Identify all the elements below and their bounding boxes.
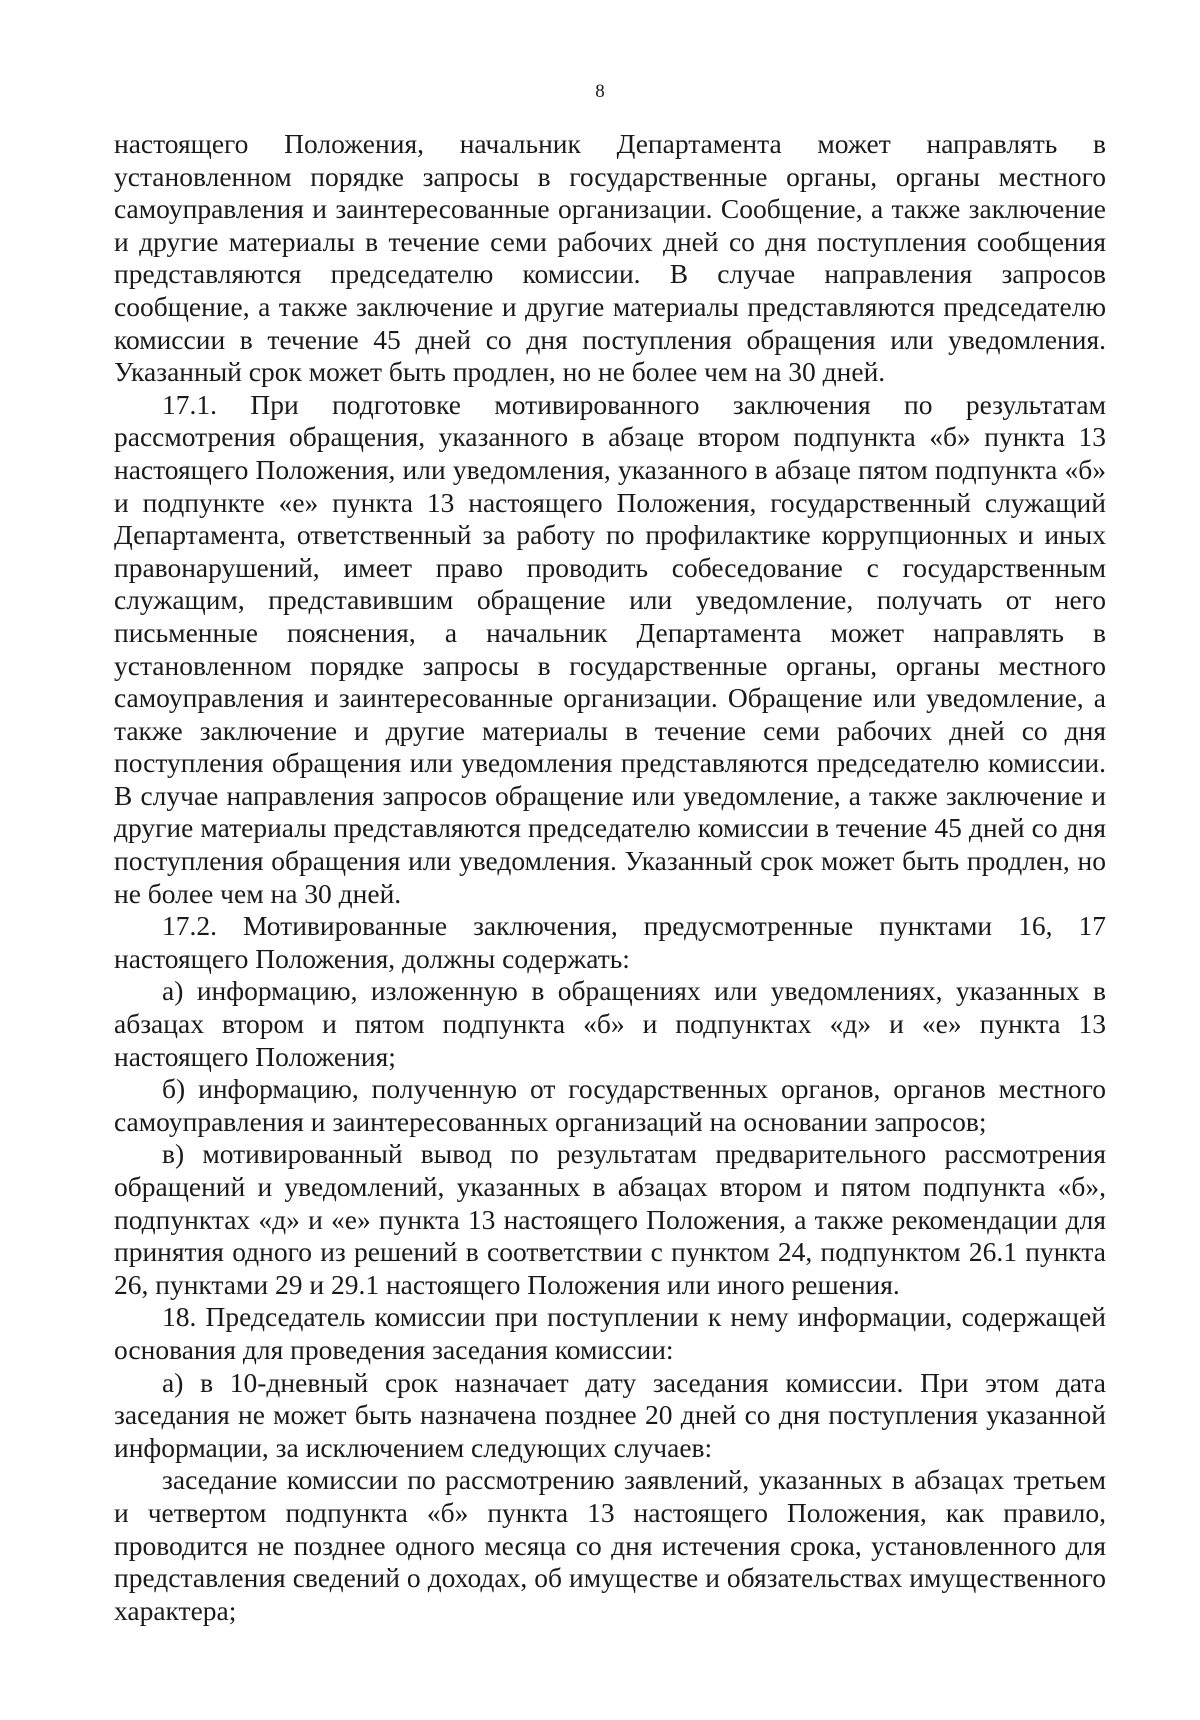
paragraph-continuation: настоящего Положения, начальник Департамента может направлять в установленном порядке запросы в государственные органы, органы местного самоуправления и заинтересованные организации. Сообщение, а также заключение и другие материалы в течение семи рабочих дней со дня поступления сообщения представляются председателю комиссии. В случае направления запросов сообщение, а также заключение и другие материалы представляются председателю комиссии в течение 45 дней со дня поступления обращения или уведомления. Указанный срок может быть продлен, но не более чем на 30 дней.: [114, 128, 1106, 388]
list-item-b: б) информацию, полученную от государственных органов, органов местного самоуправления и заинтересованных организаций на основании запросов;: [114, 1073, 1106, 1137]
document-body: [114, 128, 1106, 1627]
paragraph-17-1: 17.1. При подготовке мотивированного заключения по результатам рассмотрения обращения, указанного в абзаце втором подпункта «б» пункта 13 настоящего Положения, или уведомления, указанного в абзаце пятом подпункта «б» и подпункте «е» пункта 13 настоящего Положения, государственный служащий Департамента, ответственный за работу по профилактике коррупционных и иных правонарушений, имеет право проводить собеседование с государственным служащим, представившим обращение или уведомление, получать от него письменные пояснения, а начальник Департамента может направлять в установленном порядке запросы в государственные органы, органы местного самоуправления и заинтересованные организации. Обращение или уведомление, а также заключение и другие материалы в течение семи рабочих дней со дня поступления обращения или уведомления представляются председателю комиссии. В случае направления запросов обращение или уведомление, а также заключение и другие материалы представляются председателю комиссии в течение 45 дней со дня поступления обращения или уведомления. Указанный срок может быть продлен, но не более чем на 30 дней.: [114, 388, 1106, 909]
paragraph-exception: заседание комиссии по рассмотрению заявлений, указанных в абзацах третьем и четвертом подпункта «б» пункта 13 настоящего Положения, как правило, проводится не позднее одного месяца со дня истечения срока, установленного для представления сведений о доходах, об имуществе и обязательствах имущественного характера;: [114, 1464, 1106, 1626]
list-item-18-a: а) в 10-дневный срок назначает дату заседания комиссии. При этом дата заседания не может быть назначена позднее 20 дней со дня поступления указанной информации, за исключением следующих случаев:: [114, 1366, 1106, 1463]
list-item-a: а) информацию, изложенную в обращениях или уведомлениях, указанных в абзацах втором и пятом подпункта «б» и подпунктах «д» и «е» пункта 13 настоящего Положения;: [114, 975, 1106, 1072]
page-number: 8: [595, 81, 605, 102]
list-item-v: в) мотивированный вывод по результатам предварительного рассмотрения обращений и уведомлений, указанных в абзацах втором и пятом подпункта «б», подпунктах «д» и «е» пункта 13 настоящего Положения, а также рекомендации для принятия одного из решений в соответствии с пунктом 24, подпунктом 26.1 пункта 26, пунктами 29 и 29.1 настоящего Положения или иного решения.: [114, 1138, 1106, 1300]
paragraph-17-2: 17.2. Мотивированные заключения, предусмотренные пунктами 16, 17 настоящего Положения, должны содержать:: [114, 910, 1106, 974]
paragraph-18: 18. Председатель комиссии при поступлении к нему информации, содержащей основания для проведения заседания комиссии:: [114, 1301, 1106, 1365]
